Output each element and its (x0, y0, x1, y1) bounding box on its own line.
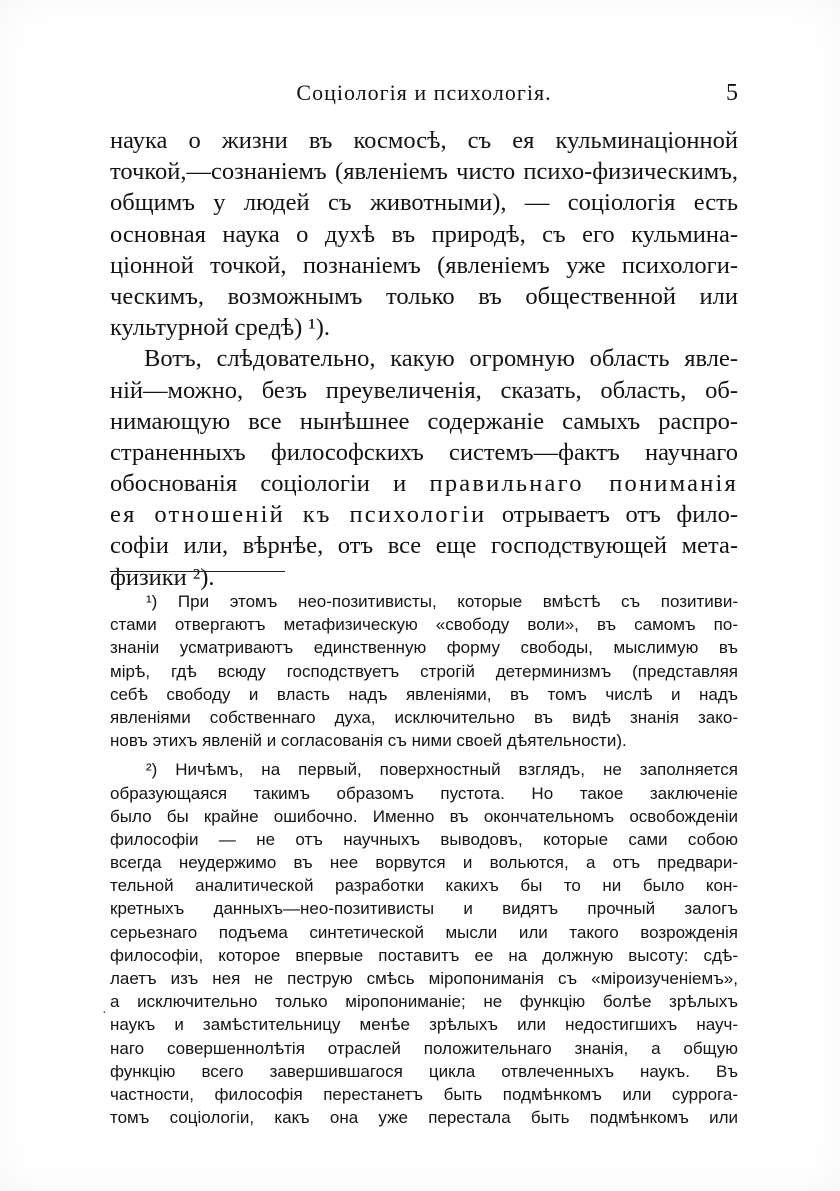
main-line-13-text: отрываетъ отъ фило- (501, 501, 738, 529)
footnote-2-line-13: наго совершеннолѣтія отраслей положительнаго знанія, а общую (110, 1038, 738, 1058)
footnote-separator (110, 571, 285, 572)
footnote-2-line-2: образующаяся такимъ образомъ пустота. Но такое заключеніе (110, 783, 738, 803)
footnote-2-line-4: философіи — не отъ научныхъ выводовъ, которые сами собою (110, 829, 738, 849)
main-line-5: ціонной точкой, познаніемъ (явленіемъ уже психологи- (110, 251, 738, 279)
footnote-2-line-12: наукъ и замѣстительницу менѣе зрѣлыхъ или недостигшихъ науч- (110, 1015, 738, 1035)
footnote-2-line-9: философіи, которое впервые поставитъ ее на должную высоту: сдѣ- (110, 945, 738, 965)
main-line-9: ній—можно, безъ преувеличенія, сказать, область, об- (110, 376, 738, 404)
main-line-6: ческимъ, возможнымъ только въ общественной или (110, 282, 738, 310)
page-header (110, 80, 738, 110)
main-line-3: общимъ у людей съ животными), — соціологія есть (110, 189, 738, 217)
page-number: 5 (726, 80, 738, 106)
main-line-4: основная наука о духѣ въ природѣ, съ его кульмина- (110, 220, 738, 248)
footnote-2-line-15: частности, философія перестанетъ быть подмѣнкомъ или суррога- (110, 1084, 738, 1104)
footnote-2-line-10: лаетъ изъ нея не пеструю смѣсь міропониманія съ «міроизученіемъ», (110, 969, 738, 988)
margin-speck: · (102, 1003, 107, 1019)
footnote-2-line-1: ²) Ничѣмъ, на первый, поверхностный взглядъ, не заполняется (146, 760, 738, 780)
footnote-1-line-2: стами отвергаютъ метафизическую «свободу воли», въ самомъ по- (110, 615, 738, 635)
emphasis-correct-understanding: правильнаго пониманія (429, 470, 738, 498)
footnote-1-line-7: новъ этихъ явленій и согласованія съ ними своей дѣятельности). (110, 731, 627, 751)
footnote-2-line-7: кретныхъ данныхъ—нео-позитивисты и видятъ прочный залогъ (110, 899, 738, 919)
footnote-1-line-1: ¹) При этомъ нео-позитивисты, которые вмѣстѣ съ позитиви- (146, 592, 738, 611)
footnote-2-line-8: серьезнаго подъема синтетической мысли или такого возрожденія (110, 922, 738, 942)
footnote-2-line-14: функцію всего завершившагося цикла отвлеченныхъ наукъ. Въ (110, 1061, 738, 1081)
footnote-2-line-6: тельной аналитической разработки какихъ бы то ни было кон- (110, 876, 738, 896)
footnote-2-line-16: томъ соціологіи, какъ она уже перестала быть подмѣнкомъ или (110, 1108, 738, 1128)
main-line-10: нимающую все нынѣшнее содержаніе самыхъ распро- (110, 407, 738, 435)
main-line-11: страненныхъ философскихъ системъ—фактъ научнаго (110, 438, 738, 466)
footnote-1-line-4: мірѣ, гдѣ всюду господствуетъ строгій детерминизмъ (представляя (110, 661, 738, 681)
main-line-14: софіи или, вѣрнѣе, отъ все еще господствующей мета- (110, 532, 738, 560)
footnote-1-line-6: явленіями собственнаго духа, исключительно въ видѣ знанія зако- (110, 707, 738, 727)
footnotes-block (110, 590, 738, 1129)
main-line-1: наука о жизни въ космосѣ, съ ея кульминаціонной (110, 127, 738, 154)
running-title: Соціологія и психологія. (296, 80, 552, 105)
footnote-2-line-3: было бы крайне ошибочно. Именно въ окончательномъ освобожденіи (110, 806, 738, 826)
main-line-2: точкой,—сознаніемъ (явленіемъ чисто психо-физическимъ, (110, 158, 738, 186)
main-line-7: культурной средѣ) ¹). (110, 314, 331, 342)
footnote-2-line-5: всегда неудержимо въ нее ворвутся и вольются, а отъ предвари- (110, 853, 738, 873)
main-text-block (110, 125, 738, 593)
footnote-1-line-3: знаніи усматриваютъ единственную форму свободы, мыслимую въ (110, 638, 738, 658)
footnote-1-line-5: себѣ свободу и власть надъ явленіями, въ томъ числѣ и надъ (110, 684, 738, 704)
main-line-15: физики ²). (110, 563, 215, 591)
emphasis-relations-psychology: ея отношеній къ психологіи (110, 501, 487, 529)
main-line-8: Вотъ, слѣдовательно, какую огромную область явле- (144, 345, 738, 373)
main-line-12-text: обоснованія соціологіи и (110, 470, 407, 498)
main-line-13 (110, 499, 738, 530)
main-line-12 (110, 468, 738, 499)
footnote-2-line-11: а исключительно только міропониманіе; не функцію болѣе зрѣлыхъ (110, 992, 738, 1012)
